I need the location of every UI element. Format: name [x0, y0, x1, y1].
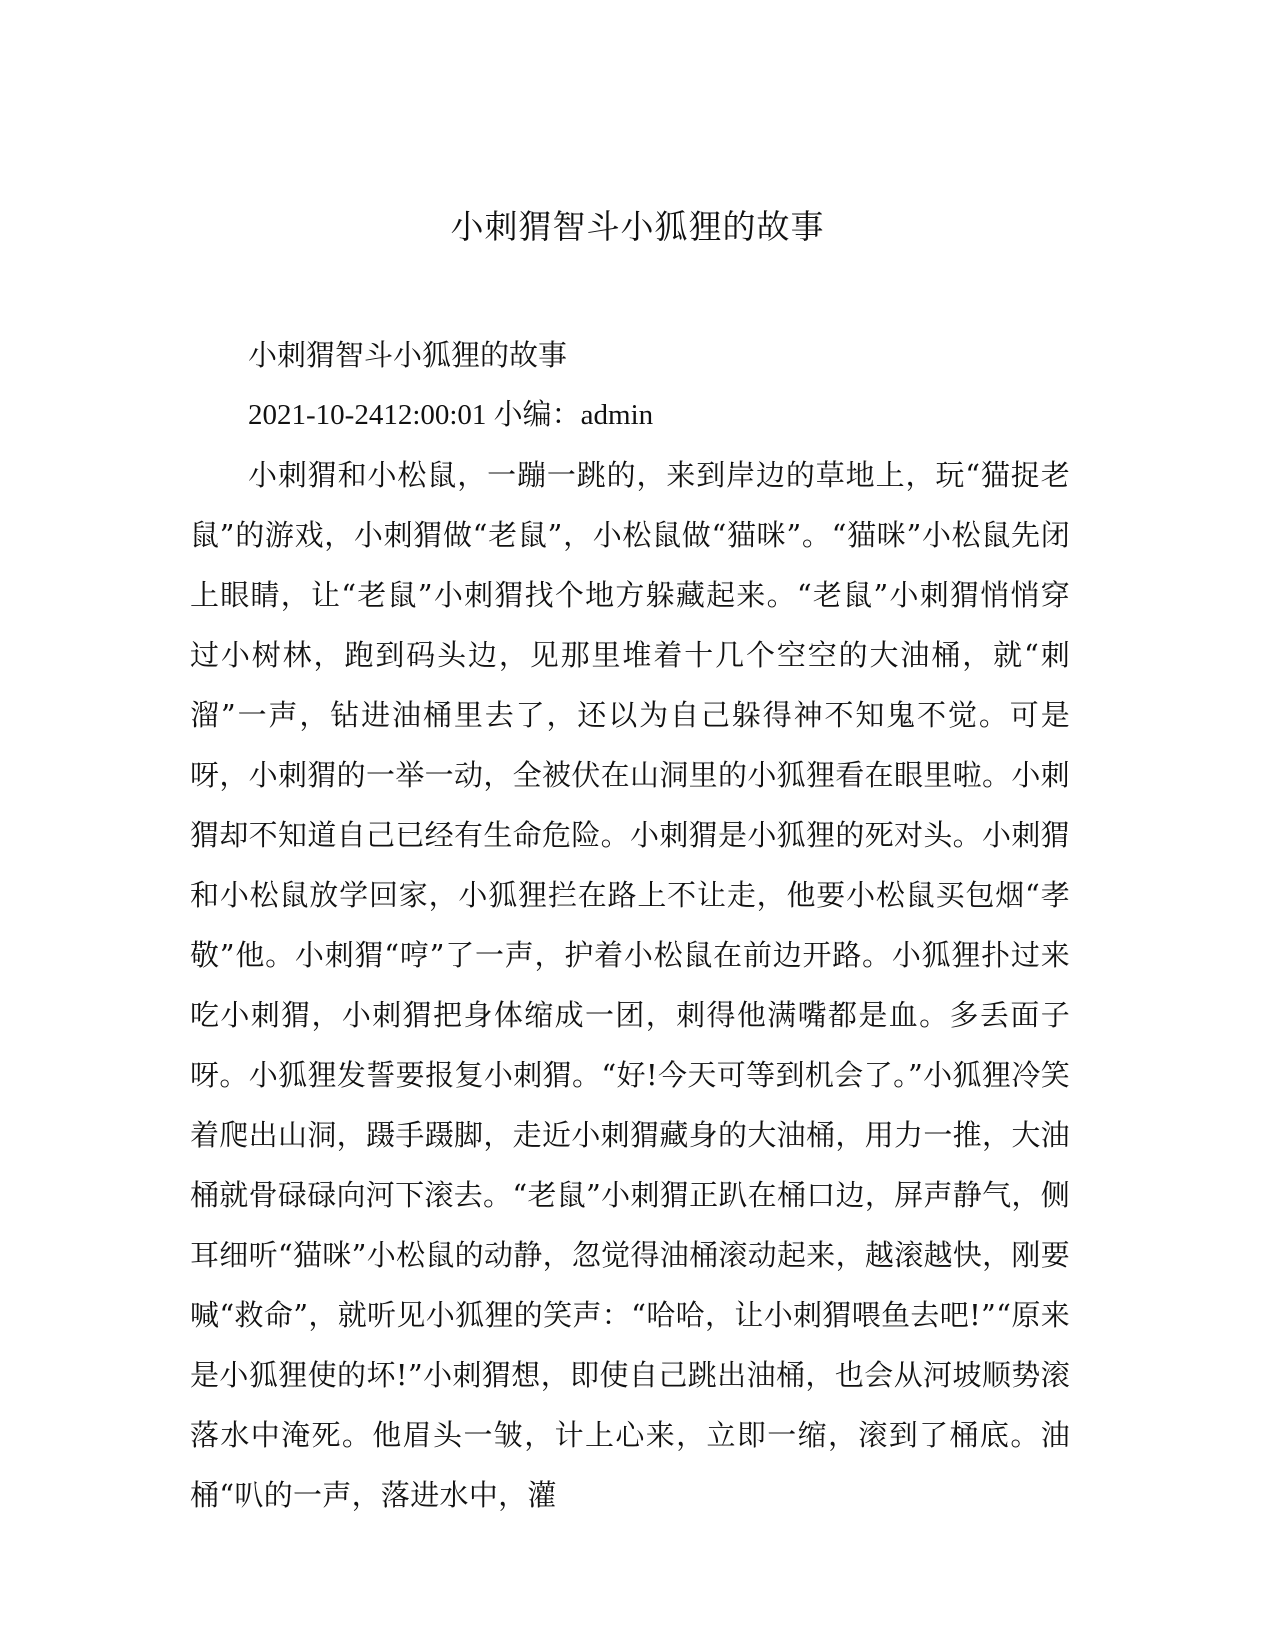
article-body: 小刺猬和小松鼠，一蹦一跳的，来到岸边的草地上，玩“猫捉老鼠”的游戏，小刺猬做“老鼠”，小松鼠做“猫咪”。“猫咪”小松鼠先闭上眼睛，让“老鼠”小刺猬找个地方躲藏起来。“老鼠”小刺猬悄悄穿过小树林，跑到码头边，见那里堆着十几个空空的大油桶，就“刺溜”一声，钻进油桶里去了，还以为自己躲得神不知鬼不觉。可是呀，小刺猬的一举一动，全被伏在山洞里的小狐狸看在眼里啦。小刺猬却不知道自己已经有生命危险。小刺猬是小狐狸的死对头。小刺猬和小松鼠放学回家，小狐狸拦在路上不让走，他要小松鼠买包烟“孝敬”他。小刺猬“哼”了一声，护着小松鼠在前边开路。小狐狸扑过来吃小刺猬，小刺猬把身体缩成一团，刺得他满嘴都是血。多丢面子呀。小狐狸发誓要报复小刺猬。“好!今天可等到机会了。”小狐狸冷笑着爬出山洞，蹑手蹑脚，走近小刺猬藏身的大油桶，用力一推，大油桶就骨碌碌向河下滚去。“老鼠”小刺猬正趴在桶口边，屏声静气，侧耳细听“猫咪”小松鼠的动静，忽觉得油桶滚动起来，越滚越快，刚要喊“救命”，就听见小狐狸的笑声：“哈哈，让小刺猬喂鱼去吧!”“原来是小狐狸使的坏!”小刺猬想，即使自己跳出油桶，也会从河坡顺势滚落水中淹死。他眉头一皱，计上心来，立即一缩，滚到了桶底。油桶“叭的一声，落进水中，灌	[190, 458, 1070, 1512]
article-subtitle: 小刺猬智斗小狐狸的故事	[248, 338, 568, 372]
document-title: 小刺猬智斗小狐狸的故事	[450, 207, 825, 246]
document-content	[190, 325, 1070, 1525]
article-meta: 2021-10-2412:00:01 小编：admin	[248, 399, 654, 431]
